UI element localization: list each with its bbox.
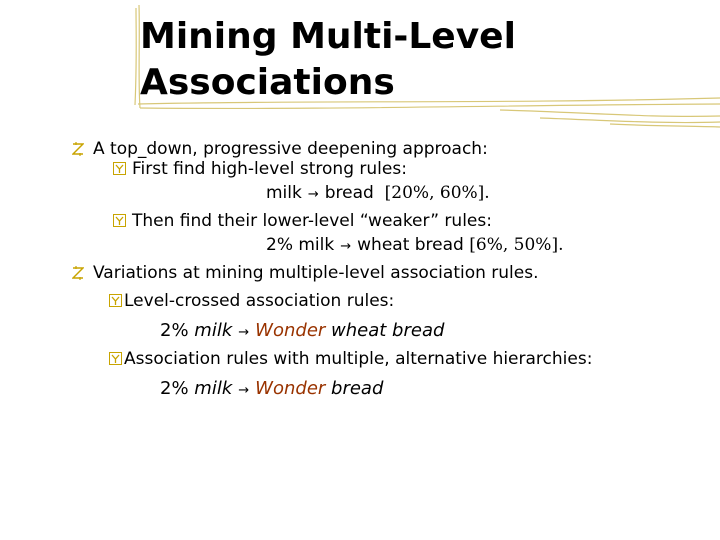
title-line-2: Associations <box>140 62 395 103</box>
level2-bullet-icon <box>109 294 122 307</box>
title-line-1: Mining Multi-Level <box>140 16 516 57</box>
example-rule-2 <box>160 378 383 402</box>
bullet-text-4: Then find their lower-level “weaker” rules: <box>132 211 492 231</box>
bullet-text-9: Association rules with multiple, alternative hierarchies: <box>124 349 593 369</box>
level2-bullet-icon <box>109 352 122 365</box>
arrow-icon: → <box>340 239 352 254</box>
example-product: wheat bread <box>331 320 445 341</box>
bullet-text-2: First find high-level strong rules: <box>132 159 407 179</box>
example-product: bread <box>331 378 384 399</box>
bullet-text-6: Variations at mining multiple-level association rules. <box>93 263 539 283</box>
example-brand: Wonder <box>255 378 326 399</box>
level2-bullet-icon <box>113 214 126 227</box>
slide-title <box>140 14 516 106</box>
rule-lhs: 2% milk <box>266 235 335 255</box>
rule-lhs: milk <box>266 183 302 203</box>
example-brand: Wonder <box>255 320 326 341</box>
rule-rhs: bread <box>324 183 374 203</box>
arrow-icon: → <box>238 383 250 398</box>
example-pct: 2% <box>160 320 189 341</box>
bullet-text-7: Level-crossed association rules: <box>124 291 395 311</box>
level2-bullet-icon <box>113 162 126 175</box>
rule-rhs: wheat bread <box>357 235 464 255</box>
level1-bullet-icon <box>72 140 84 162</box>
level1-bullet-icon <box>72 264 84 286</box>
example-rule-1 <box>160 320 444 344</box>
rule-line-2 <box>266 234 563 258</box>
rule-support: [20%, 60%]. <box>384 183 490 203</box>
example-lhs: milk <box>194 378 233 399</box>
arrow-icon: → <box>307 187 319 202</box>
rule-support: [6%, 50%]. <box>469 235 564 255</box>
example-lhs: milk <box>194 320 233 341</box>
bullet-text-1: A top_down, progressive deepening approach: <box>93 139 488 159</box>
example-pct: 2% <box>160 378 189 399</box>
arrow-icon: → <box>238 325 250 340</box>
rule-line-1 <box>266 182 490 206</box>
